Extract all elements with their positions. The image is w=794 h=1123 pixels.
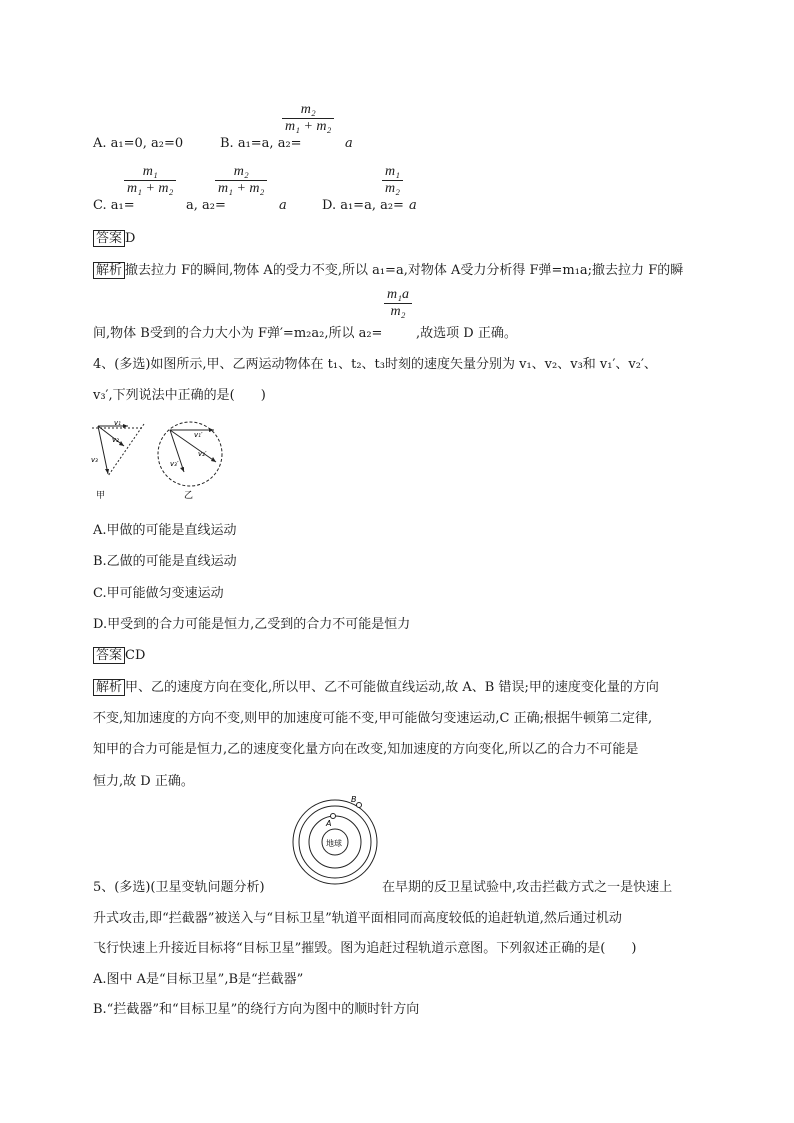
analysis-text: 撤去拉力 F的瞬间,物体 A的受力不变,所以 a₁=a,对物体 A受力分析得 F弹=m₁a;撤去拉力 F的瞬: [125, 263, 684, 278]
answer-value: D: [125, 231, 136, 246]
q4-analysis-line-4: 恒力,故 D 正确。: [93, 774, 194, 789]
option-c-prefix: C. a₁=: [93, 198, 135, 213]
label-v2: v₂: [112, 436, 119, 444]
q4-analysis-line-2: 不变,知加速度的方向不变,则甲的加速度可能不变,甲可能做匀变速运动,C 正确;根据牛顿第二定律,: [93, 711, 653, 726]
analysis-text: 甲、乙的速度方向在变化,所以甲、乙不可能做直线运动,故 A、B 错误;甲的速度变化量的方向: [125, 680, 659, 695]
analysis-numerator: m₁a: [387, 287, 409, 302]
satellite-a-dot: [331, 814, 336, 819]
q4-option-d: D.甲受到的合力可能是恒力,乙受到的合力不可能是恒力: [93, 617, 411, 632]
option-c-fraction-2: [215, 164, 267, 197]
option-d-prefix: D. a₁=a, a₂=: [322, 198, 404, 213]
option-a: A. a₁=0, a₂=0: [93, 136, 184, 151]
q3-analysis-line-2b: ,故选项 D 正确。: [416, 326, 517, 341]
q5-stem-pre: 5、(多选)(卫星变轨问题分析): [93, 880, 265, 895]
satellite-b-dot: [357, 803, 362, 808]
option-c-fraction-1: [124, 164, 176, 197]
option-d-fraction: [382, 164, 403, 197]
label-v3: v₃: [91, 456, 98, 464]
analysis-label: 解析: [93, 262, 125, 279]
option-b-denominator: m₁ + m₂: [282, 118, 334, 135]
option-d-suffix: a: [409, 198, 417, 213]
option-c-denominator-1: m₁ + m₂: [124, 180, 176, 197]
label-yi: 乙: [184, 491, 194, 501]
q4-answer: [93, 644, 145, 663]
figure-jia: [91, 419, 144, 501]
label-a: A: [326, 819, 332, 828]
q5-option-b: B.“拦截器”和“目标卫星”的绕行方向为图中的顺时针方向: [93, 1002, 420, 1017]
option-d-numerator: m₁: [385, 164, 400, 179]
q4-analysis-line-1: [93, 676, 659, 695]
option-c-numerator-2: m₂: [233, 164, 249, 179]
q3-analysis-line-1: [93, 259, 683, 278]
option-b-suffix: a: [345, 136, 353, 151]
answer-value: CD: [125, 648, 146, 663]
q4-analysis-line-3: 知甲的合力可能是恒力,乙的速度变化量方向在改变,知加速度的方向变化,所以乙的合力不可能是: [93, 742, 639, 757]
q5-orbit-figure: [287, 790, 383, 886]
figure-yi: [158, 422, 222, 501]
label-b: B: [351, 795, 357, 804]
analysis-label: 解析: [93, 679, 125, 696]
option-d-denominator: m₂: [382, 180, 403, 197]
option-c-numerator-1: m₁: [142, 164, 158, 179]
label-jia: 甲: [96, 491, 106, 501]
q4-figure: [88, 418, 248, 508]
q3-analysis-line-2a: 间,物体 B受到的合力大小为 F弹′=m₂a₂,所以 a₂=: [93, 326, 383, 341]
q4-option-b: B.乙做的可能是直线运动: [93, 554, 237, 569]
label-v1-prime: v₁′: [194, 431, 203, 439]
answer-label: 答案: [93, 230, 125, 247]
q4-stem-line-1: 4、(多选)如图所示,甲、乙两运动物体在 t₁、t₂、t₃时刻的速度矢量分别为 v₁、v₂、v₃和 v₁′、v₂′、: [93, 357, 657, 372]
label-v1: v₁: [114, 419, 121, 427]
analysis-denominator: m₂: [384, 303, 412, 320]
analysis-fraction: [384, 287, 412, 320]
option-c-denominator-2: m₁ + m₂: [215, 180, 267, 197]
option-b-prefix: B. a₁=a, a₂=: [220, 136, 302, 151]
q5-stem-post: 在早期的反卫星试验中,攻击拦截方式之一是快速上: [382, 880, 673, 895]
label-v2-prime: v₂′: [198, 450, 207, 458]
label-v3-prime: v₃′: [170, 460, 179, 468]
option-b-fraction: [282, 102, 334, 135]
option-c-middle: a, a₂=: [186, 198, 226, 213]
answer-label: 答案: [93, 647, 125, 664]
q4-stem-line-2: v₃′,下列说法中正确的是( ): [93, 388, 266, 403]
q4-option-a: A.甲做的可能是直线运动: [93, 523, 237, 538]
q5-stem-line-3: 飞行快速上升接近目标将“目标卫星”摧毁。图为追赶过程轨道示意图。下列叙述正确的是( ): [93, 941, 637, 956]
q5-stem-line-2: 升式攻击,即“拦截器”被送入与“目标卫星”轨道平面相同而高度较低的追赶轨道,然后通过机动: [93, 911, 622, 926]
option-b-numerator: m₂: [300, 102, 316, 117]
label-earth: 地球: [326, 839, 342, 848]
option-c-suffix: a: [279, 198, 287, 213]
q4-option-c: C.甲可能做匀变速运动: [93, 586, 224, 601]
q5-option-a: A.图中 A是“目标卫星”,B是“拦截器”: [93, 972, 304, 987]
q3-answer: [93, 227, 135, 246]
